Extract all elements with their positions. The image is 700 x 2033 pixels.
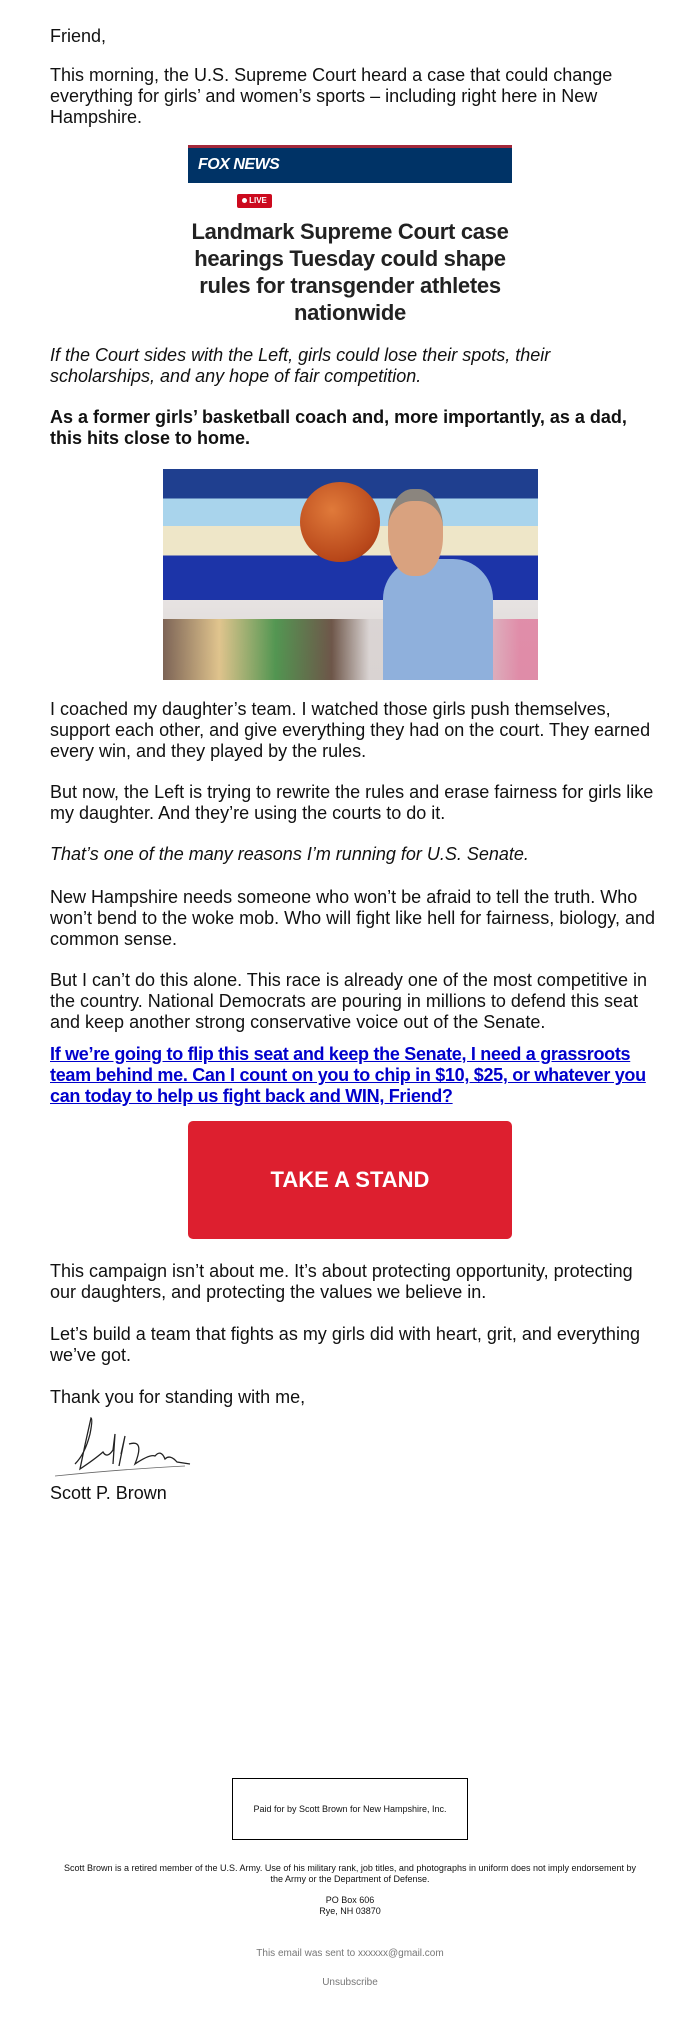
coach-basketball-photo <box>163 469 538 680</box>
bold-paragraph: As a former girls’ basketball coach and, more importantly, as a dad, this hits close to home. <box>50 407 627 448</box>
intro-paragraph: This morning, the U.S. Supreme Court heard a case that could change everything for girls’ and women’s sports – including right here in New Hampshire. <box>50 65 613 127</box>
unsubscribe-link[interactable]: Unsubscribe <box>322 1977 378 1988</box>
paragraph-coached: I coached my daughter’s team. I watched those girls push themselves, support each other, and give everything they had on the court. They earned every win, and they played by the rules. <box>50 699 651 761</box>
fox-news-logo: FOX NEWS <box>198 156 280 173</box>
signature-image <box>55 1414 195 1479</box>
italic-paragraph: If the Court sides with the Left, girls could lose their spots, their scholarships, and any hope of fair competition. <box>50 345 551 386</box>
photo-man <box>383 559 493 680</box>
live-label: LIVE <box>249 196 267 205</box>
basketball-icon <box>300 482 380 562</box>
donate-link[interactable]: If we’re going to flip this seat and keep the Senate, I need a grassroots team behind me. Can I count on you to chip in $10, $25, or whatever you can today to help us fight back and WIN, Friend? <box>50 1044 646 1106</box>
paragraph-alone: But I can’t do this alone. This race is already one of the most competitive in the country. National Democrats are pouring in millions to defend this seat and keep another strong conservative voice out of the Senate. <box>50 970 647 1032</box>
closing-paragraph-1: This campaign isn’t about me. It’s about protecting opportunity, protecting our daughters, and protecting the values we believe in. <box>50 1261 633 1302</box>
fox-news-banner <box>188 145 512 183</box>
donate-paragraph <box>50 1044 660 1107</box>
greeting: Friend, <box>50 26 107 46</box>
sent-to-notice: This email was sent to xxxxxx@gmail.com <box>256 1948 444 1959</box>
take-a-stand-button[interactable]: TAKE A STAND <box>188 1121 512 1239</box>
paragraph-truth: New Hampshire needs someone who won’t be afraid to tell the truth. Who won’t bend to the woke mob. Who will fight like hell for fairness, biology, and common sense. <box>50 887 655 949</box>
cta-and-closing-section <box>50 1044 660 1504</box>
paid-for-box: Paid for by Scott Brown for New Hampshire, Inc. <box>232 1778 468 1840</box>
paragraph-senate: That’s one of the many reasons I’m running for U.S. Senate. <box>50 844 529 864</box>
closing-thanks: Thank you for standing with me, <box>50 1387 306 1407</box>
live-badge <box>237 194 272 208</box>
news-headline[interactable]: Landmark Supreme Court case hearings Tuesday could shape rules for transgender athletes nationwide <box>191 219 509 325</box>
paragraph-rewrite: But now, the Left is trying to rewrite the rules and erase fairness for girls like my daughter. And they’re using the courts to do it. <box>50 782 654 823</box>
live-dot-icon <box>242 198 247 203</box>
address-line-1: PO Box 606 <box>325 1895 375 1905</box>
closing-paragraph-2: Let’s build a team that fights as my girls did with heart, grit, and everything we’ve got. <box>50 1324 640 1365</box>
address-line-2: Rye, NH 03870 <box>319 1906 381 1916</box>
military-disclaimer: Scott Brown is a retired member of the U.S. Army. Use of his military rank, job titles, and photographs in uniform does not imply endorsement by the Army or the Department of Defense. <box>63 1863 637 1884</box>
signature-name: Scott P. Brown <box>50 1483 167 1503</box>
photo-head <box>388 489 443 576</box>
